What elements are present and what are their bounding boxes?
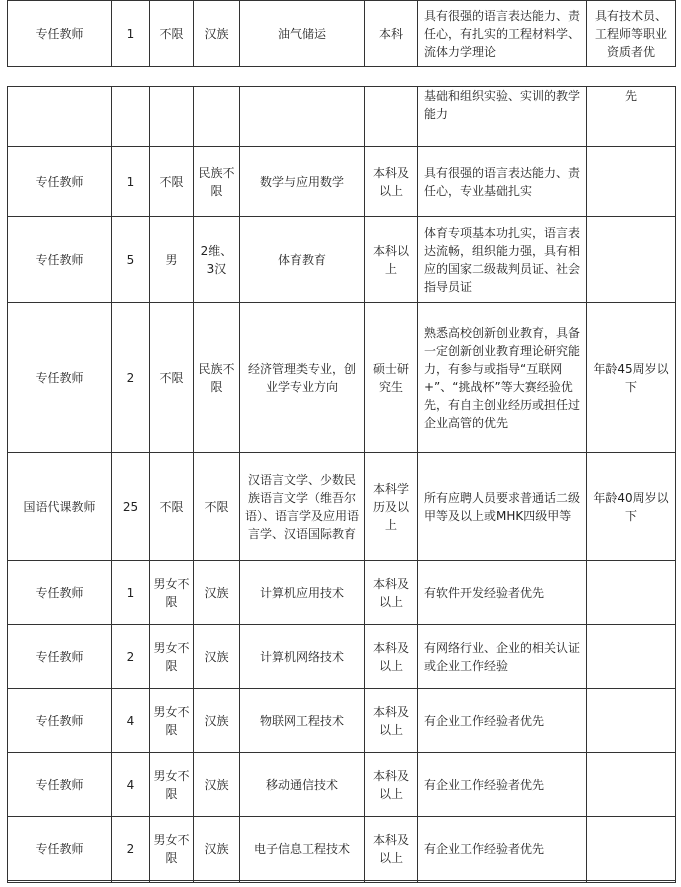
major-cell: 体育教育 bbox=[240, 217, 365, 303]
other-cell: 年龄40周岁以下 bbox=[587, 453, 676, 561]
gender-cell: 男女不限 bbox=[150, 625, 194, 689]
major-cell: 经济管理类专业，创业学专业方向 bbox=[240, 303, 365, 453]
requirements-cell: 熟悉高校创新创业教育，具备一定创新创业教育理论研究能力，有参与或指导“互联网+”、“挑战杯”等大赛经验优先，有自主创业经历或担任过企业高管的优先 bbox=[418, 303, 587, 453]
position-cell: 专任教师 bbox=[8, 217, 112, 303]
other-cell bbox=[587, 561, 676, 625]
ethnicity-cell: 汉族 bbox=[194, 625, 240, 689]
major-cell: 计算机网络技术 bbox=[240, 625, 365, 689]
gender-cell: 不限 bbox=[150, 147, 194, 217]
ethnicity-cell: 2维、3汉 bbox=[194, 217, 240, 303]
requirements-cell: 有企业工作经验者优先 bbox=[418, 817, 587, 881]
education-cell: 本科学历及以上 bbox=[365, 453, 418, 561]
education-cell: 本科 bbox=[365, 1, 418, 67]
other-cell bbox=[587, 689, 676, 753]
ethnicity-cell bbox=[194, 87, 240, 147]
cut-cell bbox=[112, 881, 150, 883]
other-cell bbox=[587, 753, 676, 817]
table-row bbox=[8, 87, 676, 147]
cut-cell bbox=[150, 881, 194, 883]
cut-cell bbox=[240, 881, 365, 883]
position-cell: 专任教师 bbox=[8, 625, 112, 689]
gender-cell: 男女不限 bbox=[150, 689, 194, 753]
education-cell: 本科及以上 bbox=[365, 817, 418, 881]
major-cell: 汉语言文学、少数民族语言文学（维吾尔语）、语言学及应用语言学、汉语国际教育 bbox=[240, 453, 365, 561]
position-cell: 专任教师 bbox=[8, 753, 112, 817]
major-cell: 物联网工程技术 bbox=[240, 689, 365, 753]
count-cell: 4 bbox=[112, 753, 150, 817]
recruitment-table-top bbox=[7, 0, 676, 67]
ethnicity-cell: 民族不限 bbox=[194, 303, 240, 453]
requirements-cell: 具有很强的语言表达能力、责任心，有扎实的工程材料学、流体力学理论 bbox=[418, 1, 587, 67]
education-cell: 本科及以上 bbox=[365, 689, 418, 753]
ethnicity-cell: 汉族 bbox=[194, 689, 240, 753]
other-cell bbox=[587, 625, 676, 689]
position-cell: 专任教师 bbox=[8, 147, 112, 217]
education-cell: 本科及以上 bbox=[365, 625, 418, 689]
table-row bbox=[8, 303, 676, 453]
table-row bbox=[8, 689, 676, 753]
count-cell: 4 bbox=[112, 689, 150, 753]
count-cell: 1 bbox=[112, 561, 150, 625]
requirements-cell: 有企业工作经验者优先 bbox=[418, 753, 587, 817]
major-cell: 计算机应用技术 bbox=[240, 561, 365, 625]
cut-cell bbox=[8, 881, 112, 883]
education-cell: 本科及以上 bbox=[365, 753, 418, 817]
table-row bbox=[8, 217, 676, 303]
gender-cell: 男女不限 bbox=[150, 817, 194, 881]
recruitment-table-main bbox=[7, 86, 676, 883]
ethnicity-cell: 不限 bbox=[194, 453, 240, 561]
requirements-cell: 有软件开发经验者优先 bbox=[418, 561, 587, 625]
major-cell: 电子信息工程技术 bbox=[240, 817, 365, 881]
table-row bbox=[8, 625, 676, 689]
ethnicity-cell: 汉族 bbox=[194, 1, 240, 67]
requirements-cell: 所有应聘人员要求普通话二级甲等及以上或MHK四级甲等 bbox=[418, 453, 587, 561]
table-row bbox=[8, 561, 676, 625]
ethnicity-cell: 民族不限 bbox=[194, 147, 240, 217]
count-cell: 5 bbox=[112, 217, 150, 303]
education-cell: 本科及以上 bbox=[365, 561, 418, 625]
other-cell: 年龄45周岁以下 bbox=[587, 303, 676, 453]
other-cell bbox=[587, 217, 676, 303]
major-cell bbox=[240, 87, 365, 147]
position-cell: 国语代课教师 bbox=[8, 453, 112, 561]
position-cell: 专任教师 bbox=[8, 689, 112, 753]
gender-cell: 不限 bbox=[150, 1, 194, 67]
count-cell: 2 bbox=[112, 303, 150, 453]
table-row bbox=[8, 1, 676, 67]
requirements-cell: 体育专项基本功扎实，语言表达流畅，组织能力强，具有相应的国家二级裁判员证、社会指导员证 bbox=[418, 217, 587, 303]
table-row bbox=[8, 147, 676, 217]
gender-cell: 不限 bbox=[150, 453, 194, 561]
position-cell: 专任教师 bbox=[8, 817, 112, 881]
table-row bbox=[8, 817, 676, 881]
cut-cell bbox=[194, 881, 240, 883]
table-row bbox=[8, 753, 676, 817]
major-cell: 移动通信技术 bbox=[240, 753, 365, 817]
ethnicity-cell: 汉族 bbox=[194, 753, 240, 817]
count-cell: 2 bbox=[112, 817, 150, 881]
gender-cell bbox=[150, 87, 194, 147]
education-cell bbox=[365, 87, 418, 147]
requirements-cell: 有企业工作经验者优先 bbox=[418, 689, 587, 753]
count-cell: 1 bbox=[112, 1, 150, 67]
education-cell: 硕士研究生 bbox=[365, 303, 418, 453]
other-cell bbox=[587, 147, 676, 217]
gender-cell: 不限 bbox=[150, 303, 194, 453]
other-cell: 具有技术员、工程师等职业资质者优 bbox=[587, 1, 676, 67]
count-cell: 2 bbox=[112, 625, 150, 689]
position-cell: 专任教师 bbox=[8, 561, 112, 625]
position-cell: 专任教师 bbox=[8, 1, 112, 67]
count-cell bbox=[112, 87, 150, 147]
gender-cell: 男 bbox=[150, 217, 194, 303]
major-cell: 数学与应用数学 bbox=[240, 147, 365, 217]
requirements-cell: 基础和组织实验、实训的教学能力 bbox=[418, 87, 587, 147]
count-cell: 1 bbox=[112, 147, 150, 217]
gender-cell: 男女不限 bbox=[150, 753, 194, 817]
cut-cell bbox=[418, 881, 587, 883]
table-row bbox=[8, 453, 676, 561]
other-cell bbox=[587, 817, 676, 881]
position-cell bbox=[8, 87, 112, 147]
major-cell: 油气储运 bbox=[240, 1, 365, 67]
other-cell: 先 bbox=[587, 87, 676, 147]
count-cell: 25 bbox=[112, 453, 150, 561]
cut-cell bbox=[587, 881, 676, 883]
ethnicity-cell: 汉族 bbox=[194, 817, 240, 881]
gender-cell: 男女不限 bbox=[150, 561, 194, 625]
position-cell: 专任教师 bbox=[8, 303, 112, 453]
education-cell: 本科及以上 bbox=[365, 147, 418, 217]
ethnicity-cell: 汉族 bbox=[194, 561, 240, 625]
requirements-cell: 有网络行业、企业的相关认证或企业工作经验 bbox=[418, 625, 587, 689]
table-row bbox=[8, 881, 676, 883]
cut-cell bbox=[365, 881, 418, 883]
education-cell: 本科以上 bbox=[365, 217, 418, 303]
requirements-cell: 具有很强的语言表达能力、责任心，专业基础扎实 bbox=[418, 147, 587, 217]
